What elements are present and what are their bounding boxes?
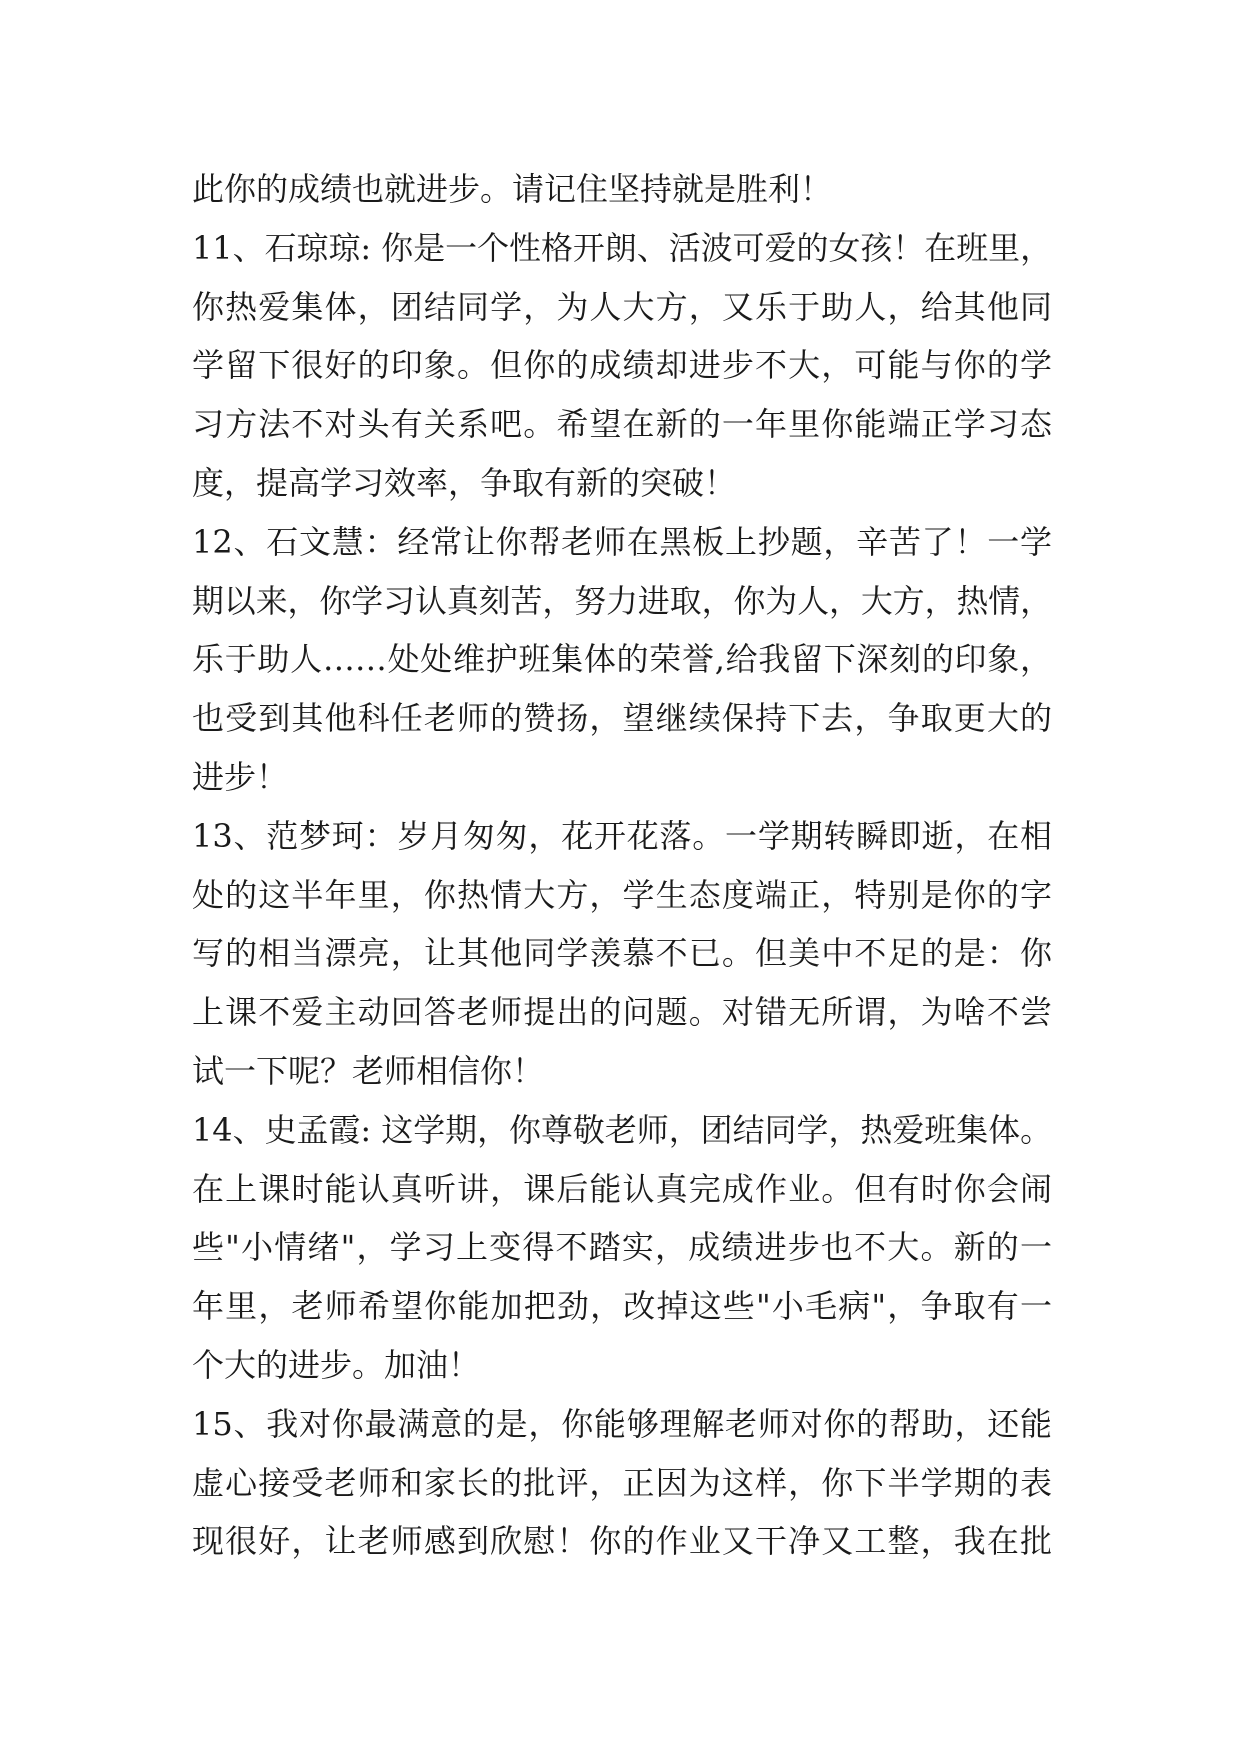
paragraph-line: 此你的成绩也就进步。请记住坚持就是胜利！ (192, 170, 833, 208)
paragraph-line: 13、范梦珂：岁月匆匆，花开花落。一学期转瞬即逝，在相 (192, 816, 1052, 855)
paragraph-line: 年里，老师希望你能加把劲，改掉这些"小毛病"，争取有一 (192, 1287, 1052, 1326)
paragraph-line: 期以来，你学习认真刻苦，努力进取，你为人，大方，热情， (192, 581, 1052, 620)
paragraph-line: 你热爱集体，团结同学，为人大方，又乐于助人，给其他同 (192, 287, 1052, 326)
paragraph-line: 学留下很好的印象。但你的成绩却进步不大，可能与你的学 (192, 346, 1052, 385)
paragraph-line: 处的这半年里，你热情大方，学生态度端正，特别是你的字 (192, 875, 1052, 914)
paragraph-line: 写的相当漂亮，让其他同学羡慕不已。但美中不足的是：你 (192, 934, 1052, 973)
paragraph-line: 些"小情绪"，学习上变得不踏实，成绩进步也不大。新的一 (192, 1228, 1052, 1267)
paragraph-line: 个大的进步。加油！ (192, 1345, 481, 1384)
paragraph-line: 习方法不对头有关系吧。希望在新的一年里你能端正学习态 (192, 405, 1052, 444)
paragraph-line: 现很好，让老师感到欣慰！你的作业又干净又工整，我在批 (192, 1522, 1052, 1561)
paragraph-line: 度，提高学习效率，争取有新的突破！ (192, 463, 737, 502)
paragraph-line: 11、石琼琼: 你是一个性格开朗、活波可爱的女孩！在班里， (192, 228, 1052, 267)
paragraph-line: 进步！ (192, 757, 289, 796)
paragraph-line: 14、史孟霞: 这学期，你尊敬老师，团结同学，热爱班集体。 (192, 1110, 1052, 1149)
paragraph-line: 上课不爱主动回答老师提出的问题。对错无所谓，为啥不尝 (192, 993, 1052, 1032)
paragraph-line: 也受到其他科任老师的赞扬，望继续保持下去，争取更大的 (192, 699, 1052, 738)
paragraph-line: 试一下呢？老师相信你！ (192, 1051, 545, 1090)
paragraph-line: 乐于助人……处处维护班集体的荣誉,给我留下深刻的印象， (192, 640, 1052, 679)
paragraph-line: 虚心接受老师和家长的批评，正因为这样，你下半学期的表 (192, 1463, 1052, 1502)
paragraph-line: 在上课时能认真听讲，课后能认真完成作业。但有时你会闹 (192, 1169, 1052, 1208)
document-body (192, 160, 1052, 1571)
paragraph-line: 12、石文慧：经常让你帮老师在黑板上抄题，辛苦了！一学 (192, 522, 1052, 561)
paragraph-line: 15、我对你最满意的是，你能够理解老师对你的帮助，还能 (192, 1404, 1052, 1443)
